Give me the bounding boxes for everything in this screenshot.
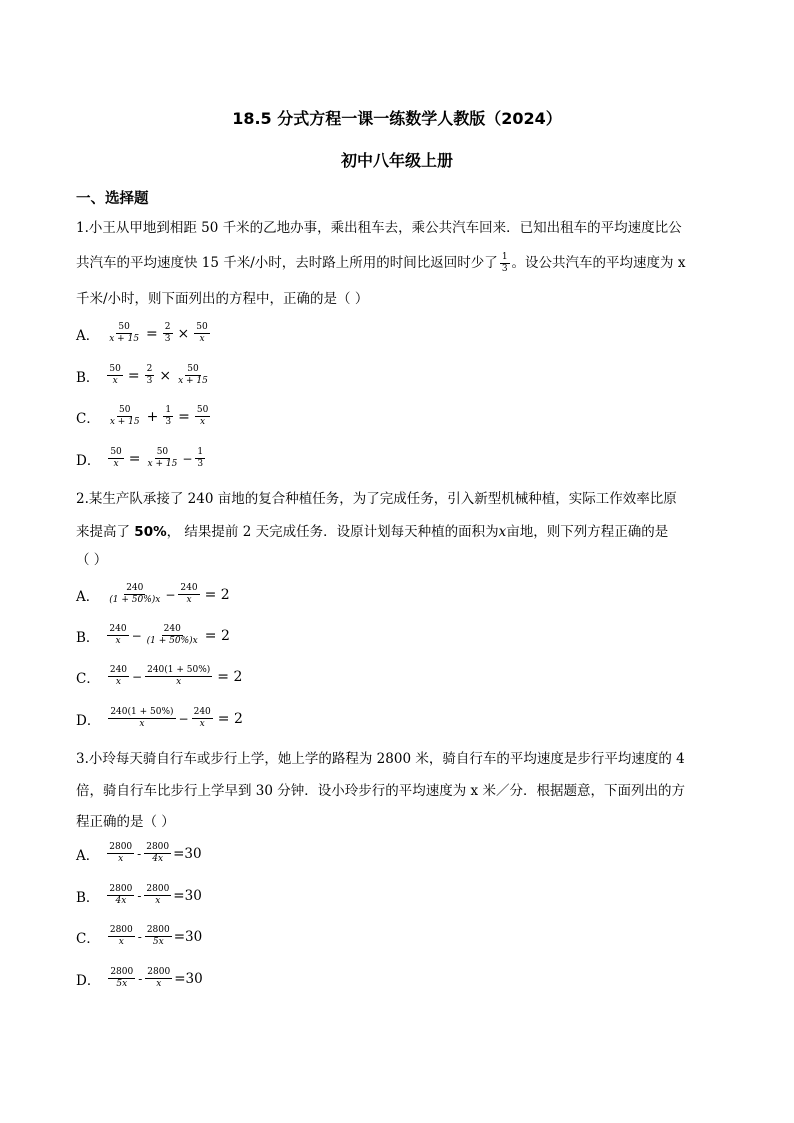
fraction-denominator: x xyxy=(118,937,124,947)
fraction-numerator: 2800 xyxy=(146,884,170,894)
operator: - xyxy=(137,846,142,861)
fraction-numerator: 50 xyxy=(156,447,169,457)
fraction-numerator: 2800 xyxy=(146,842,170,852)
equals-value: = 2 xyxy=(217,668,243,685)
q2-option-c[interactable] xyxy=(76,665,245,688)
fraction xyxy=(145,624,200,647)
fraction-denominator: x + 15 xyxy=(109,417,140,427)
fraction-denominator: 3 xyxy=(501,264,508,274)
fraction-numerator: 50 xyxy=(118,322,130,332)
operator: = xyxy=(127,367,140,384)
fraction-denominator: x + 15 xyxy=(147,459,178,469)
fraction xyxy=(145,925,172,948)
q1-text-line3: 千米/小时，则下面列出的方程中，正确的是（ ） xyxy=(76,291,369,307)
operator: − xyxy=(165,587,176,602)
fraction-numerator: 2 xyxy=(146,364,153,374)
fraction-denominator: (1 + 50%)x xyxy=(146,636,198,646)
fraction-denominator: 3 xyxy=(146,376,153,386)
fraction-numerator: 1 xyxy=(501,252,508,262)
operator: − xyxy=(131,628,142,643)
fraction xyxy=(163,405,173,428)
operator: × xyxy=(159,367,172,384)
fraction-denominator: x xyxy=(112,376,118,386)
q1-text-line1: 1.小王从甲地到相距 50 千米的乙地办事，乘出租车去，乘公共汽车回来．已知出租车的平均速度比公 xyxy=(76,220,682,236)
operator: − xyxy=(182,451,193,466)
operator: × xyxy=(177,325,190,342)
fraction xyxy=(107,583,162,606)
fraction-numerator: 240 xyxy=(163,624,181,634)
fraction-numerator: 240(1 + 50%) xyxy=(147,665,211,675)
fraction xyxy=(163,322,173,345)
fraction-denominator: 3 xyxy=(197,459,204,469)
fraction xyxy=(144,842,171,865)
fraction-denominator: 5x xyxy=(152,937,164,947)
q3-text-line2: 倍，骑自行车比步行上学早到 30 分钟．设小玲步行的平均速度为 x 米／分．根据题意，下面列出的方 xyxy=(76,783,685,799)
fraction xyxy=(192,707,213,730)
q3-text-line1: 3.小玲每天骑自行车或步行上学，她上学的路程为 2800 米，骑自行车的平均速度是步行平均速度的 4 xyxy=(76,751,685,767)
fraction-denominator: x + 15 xyxy=(178,376,208,386)
option-label: A． xyxy=(76,327,100,344)
equals-value: =30 xyxy=(173,845,202,862)
option-label: A． xyxy=(76,588,100,605)
fraction-denominator: x xyxy=(115,636,121,646)
q2-text-line3: （ ） xyxy=(76,552,108,568)
fraction xyxy=(176,364,210,387)
q3-option-d[interactable] xyxy=(76,967,203,990)
fraction-denominator: x xyxy=(139,719,145,729)
option-label: A． xyxy=(76,847,100,864)
option-label: B． xyxy=(76,369,100,386)
q3-option-b[interactable] xyxy=(76,884,202,907)
operator: - xyxy=(137,888,142,903)
option-label: C． xyxy=(76,410,100,427)
fraction xyxy=(107,624,128,647)
fraction-numerator: 240 xyxy=(109,665,128,675)
fraction-numerator: 240 xyxy=(193,707,211,717)
fraction-denominator: x xyxy=(199,719,205,729)
fraction-numerator: 2800 xyxy=(110,967,134,977)
q2-line2-part2: ， 结果提前 2 天完成任务．设原计划每天种植的面积为 xyxy=(166,524,499,540)
fraction-denominator: x xyxy=(186,595,192,605)
fraction-denominator: 3 xyxy=(164,334,171,344)
fraction xyxy=(146,447,180,470)
document-subtitle: 初中八年级上册 xyxy=(340,151,453,170)
fraction xyxy=(107,884,134,907)
fraction xyxy=(145,967,172,990)
fraction-numerator: 1 xyxy=(197,447,204,457)
fraction xyxy=(108,925,135,948)
fraction-numerator: 240(1 + 50%) xyxy=(110,707,174,717)
q2-text-line2 xyxy=(76,520,668,540)
fraction-denominator: (1 + 50%)x xyxy=(109,595,161,605)
fraction-denominator: x xyxy=(115,677,121,687)
fraction xyxy=(195,447,205,470)
operator: = xyxy=(178,408,190,425)
option-label: D． xyxy=(76,452,101,469)
fraction-denominator: 4x xyxy=(152,854,164,864)
fraction-denominator: x xyxy=(155,896,161,906)
q1-text-line2 xyxy=(76,251,685,275)
fraction xyxy=(194,322,209,345)
q2-option-b[interactable] xyxy=(76,624,233,647)
fraction-denominator: 5x xyxy=(116,979,128,989)
operator: - xyxy=(138,971,143,986)
fraction-numerator: 50 xyxy=(109,364,121,374)
fraction xyxy=(195,405,210,428)
q1-option-b[interactable] xyxy=(76,364,212,387)
fraction-numerator: 50 xyxy=(110,447,122,457)
option-label: B． xyxy=(76,629,100,646)
fraction-denominator: x + 15 xyxy=(109,334,140,344)
q2-line2-part1: 来提高了 xyxy=(76,524,130,540)
q1-line2-part2: 。设公共汽车的平均速度为 x xyxy=(511,255,686,271)
fraction xyxy=(107,364,122,387)
q3-option-a[interactable] xyxy=(76,842,202,865)
fraction xyxy=(108,665,129,688)
fraction xyxy=(145,665,212,688)
fraction-numerator: 2 xyxy=(164,322,171,332)
q2-text-line1: 2.某生产队承接了 240 亩地的复合种植任务，为了完成任务，引入新型机械种植，实际工作效率比原 xyxy=(76,491,677,507)
q2-line2-part3: 亩地，则下列方程正确的是 xyxy=(506,524,669,540)
q2-option-a[interactable] xyxy=(76,583,233,606)
equals-value: =30 xyxy=(173,887,202,904)
option-label: C． xyxy=(76,930,100,947)
option-label: D． xyxy=(76,712,101,729)
equals-value: =30 xyxy=(174,970,203,987)
operator: - xyxy=(137,929,142,944)
fraction-numerator: 2800 xyxy=(147,967,171,977)
fraction xyxy=(144,884,171,907)
fraction-numerator: 50 xyxy=(196,405,209,415)
fraction-denominator: x xyxy=(113,459,119,469)
q2-option-d[interactable] xyxy=(76,707,246,730)
operator: = xyxy=(146,325,158,342)
equals-value: = 2 xyxy=(217,710,243,727)
equals-value: =30 xyxy=(173,928,203,945)
equals-value: = 2 xyxy=(204,627,230,644)
fraction-numerator: 240 xyxy=(109,624,127,634)
equals-value: = 2 xyxy=(204,586,230,603)
fraction-numerator: 1 xyxy=(165,405,172,415)
option-label: D． xyxy=(76,972,101,989)
q1-inline-fraction xyxy=(500,252,510,275)
fraction-numerator: 50 xyxy=(119,405,131,415)
q1-line2-part1: 共汽车的平均速度快 15 千米/小时，去时路上所用的时间比返回时少了 xyxy=(76,255,498,271)
fraction xyxy=(108,967,135,990)
fraction xyxy=(108,707,175,730)
operator: − xyxy=(178,711,189,726)
fraction-denominator: x xyxy=(118,854,124,864)
fraction-numerator: 50 xyxy=(187,364,199,374)
operator: + xyxy=(146,408,159,425)
operator: = xyxy=(128,450,141,467)
fraction-numerator: 240 xyxy=(180,583,198,593)
fraction xyxy=(108,405,142,428)
q1-option-d[interactable] xyxy=(76,447,207,470)
fraction-denominator: x xyxy=(199,334,205,344)
fraction-numerator: 240 xyxy=(126,583,144,593)
q1-option-a[interactable] xyxy=(76,322,212,345)
fraction xyxy=(107,322,141,345)
fraction-numerator: 2800 xyxy=(109,884,133,894)
fraction-denominator: x xyxy=(156,979,162,989)
section-heading: 一、选择题 xyxy=(76,191,149,207)
fraction xyxy=(178,583,199,606)
document-title: 18.5 分式方程一课一练数学人教版（2024） xyxy=(232,109,562,128)
q3-option-c[interactable] xyxy=(76,925,202,948)
fraction xyxy=(108,447,123,470)
fraction-denominator: 4x xyxy=(115,896,127,906)
fraction-numerator: 2800 xyxy=(146,925,170,935)
option-label: B． xyxy=(76,889,100,906)
fraction-numerator: 50 xyxy=(196,322,208,332)
operator: − xyxy=(132,669,143,684)
q2-variable: x xyxy=(498,524,507,540)
q1-option-c[interactable] xyxy=(76,405,212,428)
fraction-denominator: x xyxy=(176,677,182,687)
fraction-denominator: 3 xyxy=(165,417,172,427)
fraction-numerator: 2800 xyxy=(109,925,133,935)
fraction xyxy=(145,364,155,387)
option-label: C． xyxy=(76,670,100,687)
fraction xyxy=(107,842,134,865)
q2-percent: 50% xyxy=(134,524,167,540)
q3-text-line3: 程正确的是（ ） xyxy=(76,814,175,830)
fraction-denominator: x xyxy=(200,417,206,427)
fraction-numerator: 2800 xyxy=(109,842,133,852)
